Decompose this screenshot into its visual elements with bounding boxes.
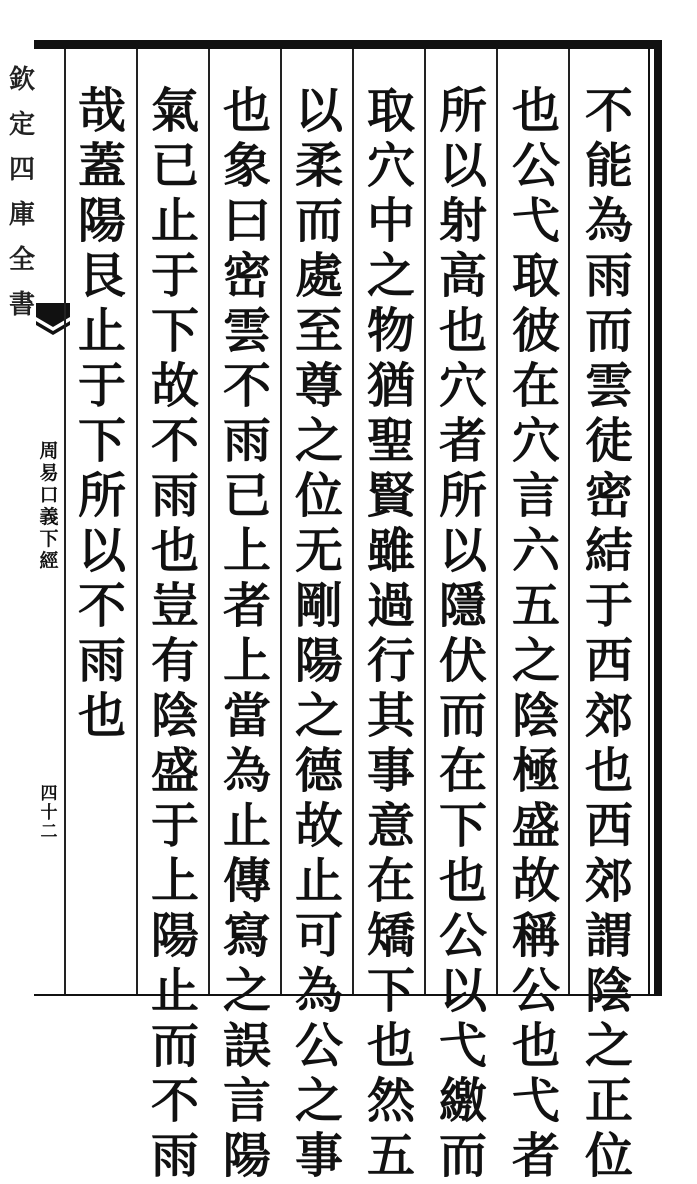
column-rule xyxy=(64,49,66,994)
text-char: 賢 xyxy=(366,468,415,524)
text-char: 為 xyxy=(584,193,633,249)
text-char: 繳 xyxy=(438,1073,487,1129)
text-char: 于 xyxy=(150,798,199,854)
text-char: 也 xyxy=(366,1018,415,1074)
text-char: 射 xyxy=(438,193,487,249)
text-char: 所 xyxy=(438,83,487,139)
book-title-margin xyxy=(36,440,62,572)
text-char: 者 xyxy=(511,1128,560,1184)
text-char: 穴 xyxy=(366,138,415,194)
text-char: 五 xyxy=(366,1128,415,1184)
text-char: 結 xyxy=(584,523,633,579)
text-char: 處 xyxy=(294,248,343,304)
text-char: 矯 xyxy=(366,908,415,964)
text-char: 也 xyxy=(511,1018,560,1074)
text-char: 公 xyxy=(438,908,487,964)
text-char: 在 xyxy=(438,743,487,799)
text-column xyxy=(146,84,204,1184)
column-rule xyxy=(136,49,138,994)
book-title-char: 易 xyxy=(39,462,59,484)
text-char: 也 xyxy=(438,303,487,359)
text-char: 止 xyxy=(77,303,126,359)
page-number-char: 四 xyxy=(40,784,58,804)
text-char: 五 xyxy=(511,578,560,634)
text-char: 六 xyxy=(511,523,560,579)
text-char: 于 xyxy=(77,358,126,414)
column-rule xyxy=(496,49,498,994)
text-char: 高 xyxy=(438,248,487,304)
text-char: 郊 xyxy=(584,853,633,909)
text-char: 德 xyxy=(294,743,343,799)
text-char: 故 xyxy=(294,798,343,854)
text-char: 取 xyxy=(366,83,415,139)
text-char: 不 xyxy=(150,413,199,469)
text-char: 也 xyxy=(77,688,126,744)
text-char: 而 xyxy=(150,1018,199,1074)
text-char: 誤 xyxy=(222,1018,271,1074)
frame-top-border xyxy=(34,40,662,49)
text-char: 下 xyxy=(438,798,487,854)
text-char: 之 xyxy=(222,963,271,1019)
frame-bottom-border xyxy=(34,994,662,996)
text-char: 雨 xyxy=(222,413,271,469)
text-char: 猶 xyxy=(366,358,415,414)
text-char: 无 xyxy=(294,523,343,579)
text-char: 剛 xyxy=(294,578,343,634)
text-char: 雨 xyxy=(77,633,126,689)
text-char: 徒 xyxy=(584,413,633,469)
text-char: 雨 xyxy=(150,1128,199,1184)
page-number xyxy=(36,785,62,842)
text-char: 寫 xyxy=(222,908,271,964)
text-char: 行 xyxy=(366,633,415,689)
text-char: 西 xyxy=(584,798,633,854)
book-title-char: 口 xyxy=(39,484,59,506)
text-char: 彼 xyxy=(511,303,560,359)
text-char: 而 xyxy=(438,1128,487,1184)
text-char: 止 xyxy=(150,963,199,1019)
text-char: 弋 xyxy=(511,1073,560,1129)
text-char: 不 xyxy=(77,578,126,634)
page-number-char: 十 xyxy=(40,803,58,823)
text-char: 陰 xyxy=(150,688,199,744)
text-char: 而 xyxy=(294,193,343,249)
text-char: 于 xyxy=(584,578,633,634)
text-char: 傳 xyxy=(222,853,271,909)
text-char: 當 xyxy=(222,688,271,744)
text-char: 之 xyxy=(511,633,560,689)
text-char: 為 xyxy=(222,743,271,799)
text-column xyxy=(218,84,276,1184)
page-number-char: 二 xyxy=(40,822,58,842)
text-char: 之 xyxy=(366,248,415,304)
text-char: 象 xyxy=(222,138,271,194)
text-char: 也 xyxy=(150,523,199,579)
book-title-char: 周 xyxy=(39,440,59,462)
text-char: 穴 xyxy=(438,358,487,414)
text-char: 上 xyxy=(222,633,271,689)
text-char: 不 xyxy=(150,1073,199,1129)
text-char: 陽 xyxy=(294,633,343,689)
text-char: 以 xyxy=(438,963,487,1019)
text-char: 中 xyxy=(366,193,415,249)
text-column xyxy=(362,84,420,1184)
text-char: 以 xyxy=(77,523,126,579)
text-char: 也 xyxy=(511,83,560,139)
text-char: 柔 xyxy=(294,138,343,194)
text-char: 已 xyxy=(150,138,199,194)
text-char: 以 xyxy=(438,523,487,579)
text-char: 上 xyxy=(222,523,271,579)
text-char: 稱 xyxy=(511,908,560,964)
text-char: 至 xyxy=(294,303,343,359)
text-char: 穴 xyxy=(511,413,560,469)
text-char: 隱 xyxy=(438,578,487,634)
text-char: 能 xyxy=(584,138,633,194)
text-char: 之 xyxy=(584,1018,633,1074)
text-char: 密 xyxy=(222,248,271,304)
text-char: 之 xyxy=(294,1073,343,1129)
text-char: 止 xyxy=(222,798,271,854)
text-char: 公 xyxy=(511,963,560,1019)
text-char: 公 xyxy=(294,1018,343,1074)
frame-right-border xyxy=(654,40,662,996)
text-char: 極 xyxy=(511,743,560,799)
text-char: 之 xyxy=(294,688,343,744)
text-char: 哉 xyxy=(77,83,126,139)
text-char: 所 xyxy=(77,468,126,524)
column-rule xyxy=(568,49,570,994)
text-char: 者 xyxy=(438,413,487,469)
text-char: 公 xyxy=(511,138,560,194)
text-column xyxy=(507,84,565,1184)
margin-title-char: 書 xyxy=(8,290,35,320)
text-char: 物 xyxy=(366,303,415,359)
text-char: 已 xyxy=(222,468,271,524)
text-char: 聖 xyxy=(366,413,415,469)
text-char: 也 xyxy=(222,83,271,139)
text-column xyxy=(290,84,348,1184)
column-rule xyxy=(280,49,282,994)
text-char: 事 xyxy=(294,1128,343,1184)
book-title-char: 經 xyxy=(39,550,59,572)
text-char: 陽 xyxy=(150,908,199,964)
text-char: 而 xyxy=(584,303,633,359)
text-char: 然 xyxy=(366,1073,415,1129)
text-char: 西 xyxy=(584,633,633,689)
margin-title xyxy=(8,58,36,328)
text-char: 所 xyxy=(438,468,487,524)
text-char: 尊 xyxy=(294,358,343,414)
text-char: 雖 xyxy=(366,523,415,579)
text-char: 意 xyxy=(366,798,415,854)
column-rule xyxy=(208,49,210,994)
text-char: 弋 xyxy=(438,1018,487,1074)
text-char: 謂 xyxy=(584,908,633,964)
text-char: 氣 xyxy=(150,83,199,139)
text-char: 在 xyxy=(366,853,415,909)
text-char: 者 xyxy=(222,578,271,634)
book-title-char: 下 xyxy=(39,528,59,550)
text-char: 也 xyxy=(584,743,633,799)
text-char: 陽 xyxy=(222,1128,271,1184)
text-char: 盛 xyxy=(150,743,199,799)
text-char: 陰 xyxy=(511,688,560,744)
text-char: 雲 xyxy=(222,303,271,359)
text-char: 下 xyxy=(77,413,126,469)
margin-title-char: 欽 xyxy=(8,65,35,95)
text-char: 于 xyxy=(150,248,199,304)
text-char: 雨 xyxy=(150,468,199,524)
text-char: 不 xyxy=(584,83,633,139)
text-column xyxy=(73,84,131,744)
text-char: 雲 xyxy=(584,358,633,414)
text-char: 下 xyxy=(366,963,415,1019)
text-char: 止 xyxy=(150,193,199,249)
text-column xyxy=(580,84,638,1184)
text-char: 可 xyxy=(294,908,343,964)
text-char: 位 xyxy=(294,468,343,524)
column-rule xyxy=(352,49,354,994)
text-char: 陽 xyxy=(77,193,126,249)
book-title-char: 義 xyxy=(39,506,59,528)
text-char: 而 xyxy=(438,688,487,744)
text-char: 郊 xyxy=(584,688,633,744)
text-char: 艮 xyxy=(77,248,126,304)
text-char: 之 xyxy=(294,413,343,469)
text-char: 以 xyxy=(438,138,487,194)
text-char: 其 xyxy=(366,688,415,744)
text-char: 也 xyxy=(438,853,487,909)
text-char: 正 xyxy=(584,1073,633,1129)
text-char: 以 xyxy=(294,83,343,139)
text-char: 下 xyxy=(150,303,199,359)
text-char: 豈 xyxy=(150,578,199,634)
text-char: 曰 xyxy=(222,193,271,249)
margin-title-char: 庫 xyxy=(8,200,35,230)
text-char: 蓋 xyxy=(77,138,126,194)
margin-title-char: 定 xyxy=(8,110,35,140)
text-char: 故 xyxy=(511,853,560,909)
text-char: 過 xyxy=(366,578,415,634)
text-char: 言 xyxy=(222,1073,271,1129)
text-column xyxy=(434,84,492,1184)
text-char: 止 xyxy=(294,853,343,909)
column-rule xyxy=(424,49,426,994)
text-char: 伏 xyxy=(438,633,487,689)
margin-title-char: 全 xyxy=(8,245,35,275)
text-char: 弋 xyxy=(511,193,560,249)
frame-right-inner-border xyxy=(648,40,650,996)
text-char: 雨 xyxy=(584,248,633,304)
text-char: 為 xyxy=(294,963,343,1019)
text-char: 上 xyxy=(150,853,199,909)
text-char: 事 xyxy=(366,743,415,799)
text-char: 有 xyxy=(150,633,199,689)
margin-title-char: 四 xyxy=(8,155,35,185)
text-char: 在 xyxy=(511,358,560,414)
text-char: 位 xyxy=(584,1128,633,1184)
text-char: 盛 xyxy=(511,798,560,854)
text-char: 故 xyxy=(150,358,199,414)
text-char: 陰 xyxy=(584,963,633,1019)
text-char: 密 xyxy=(584,468,633,524)
text-char: 取 xyxy=(511,248,560,304)
text-char: 言 xyxy=(511,468,560,524)
text-char: 不 xyxy=(222,358,271,414)
